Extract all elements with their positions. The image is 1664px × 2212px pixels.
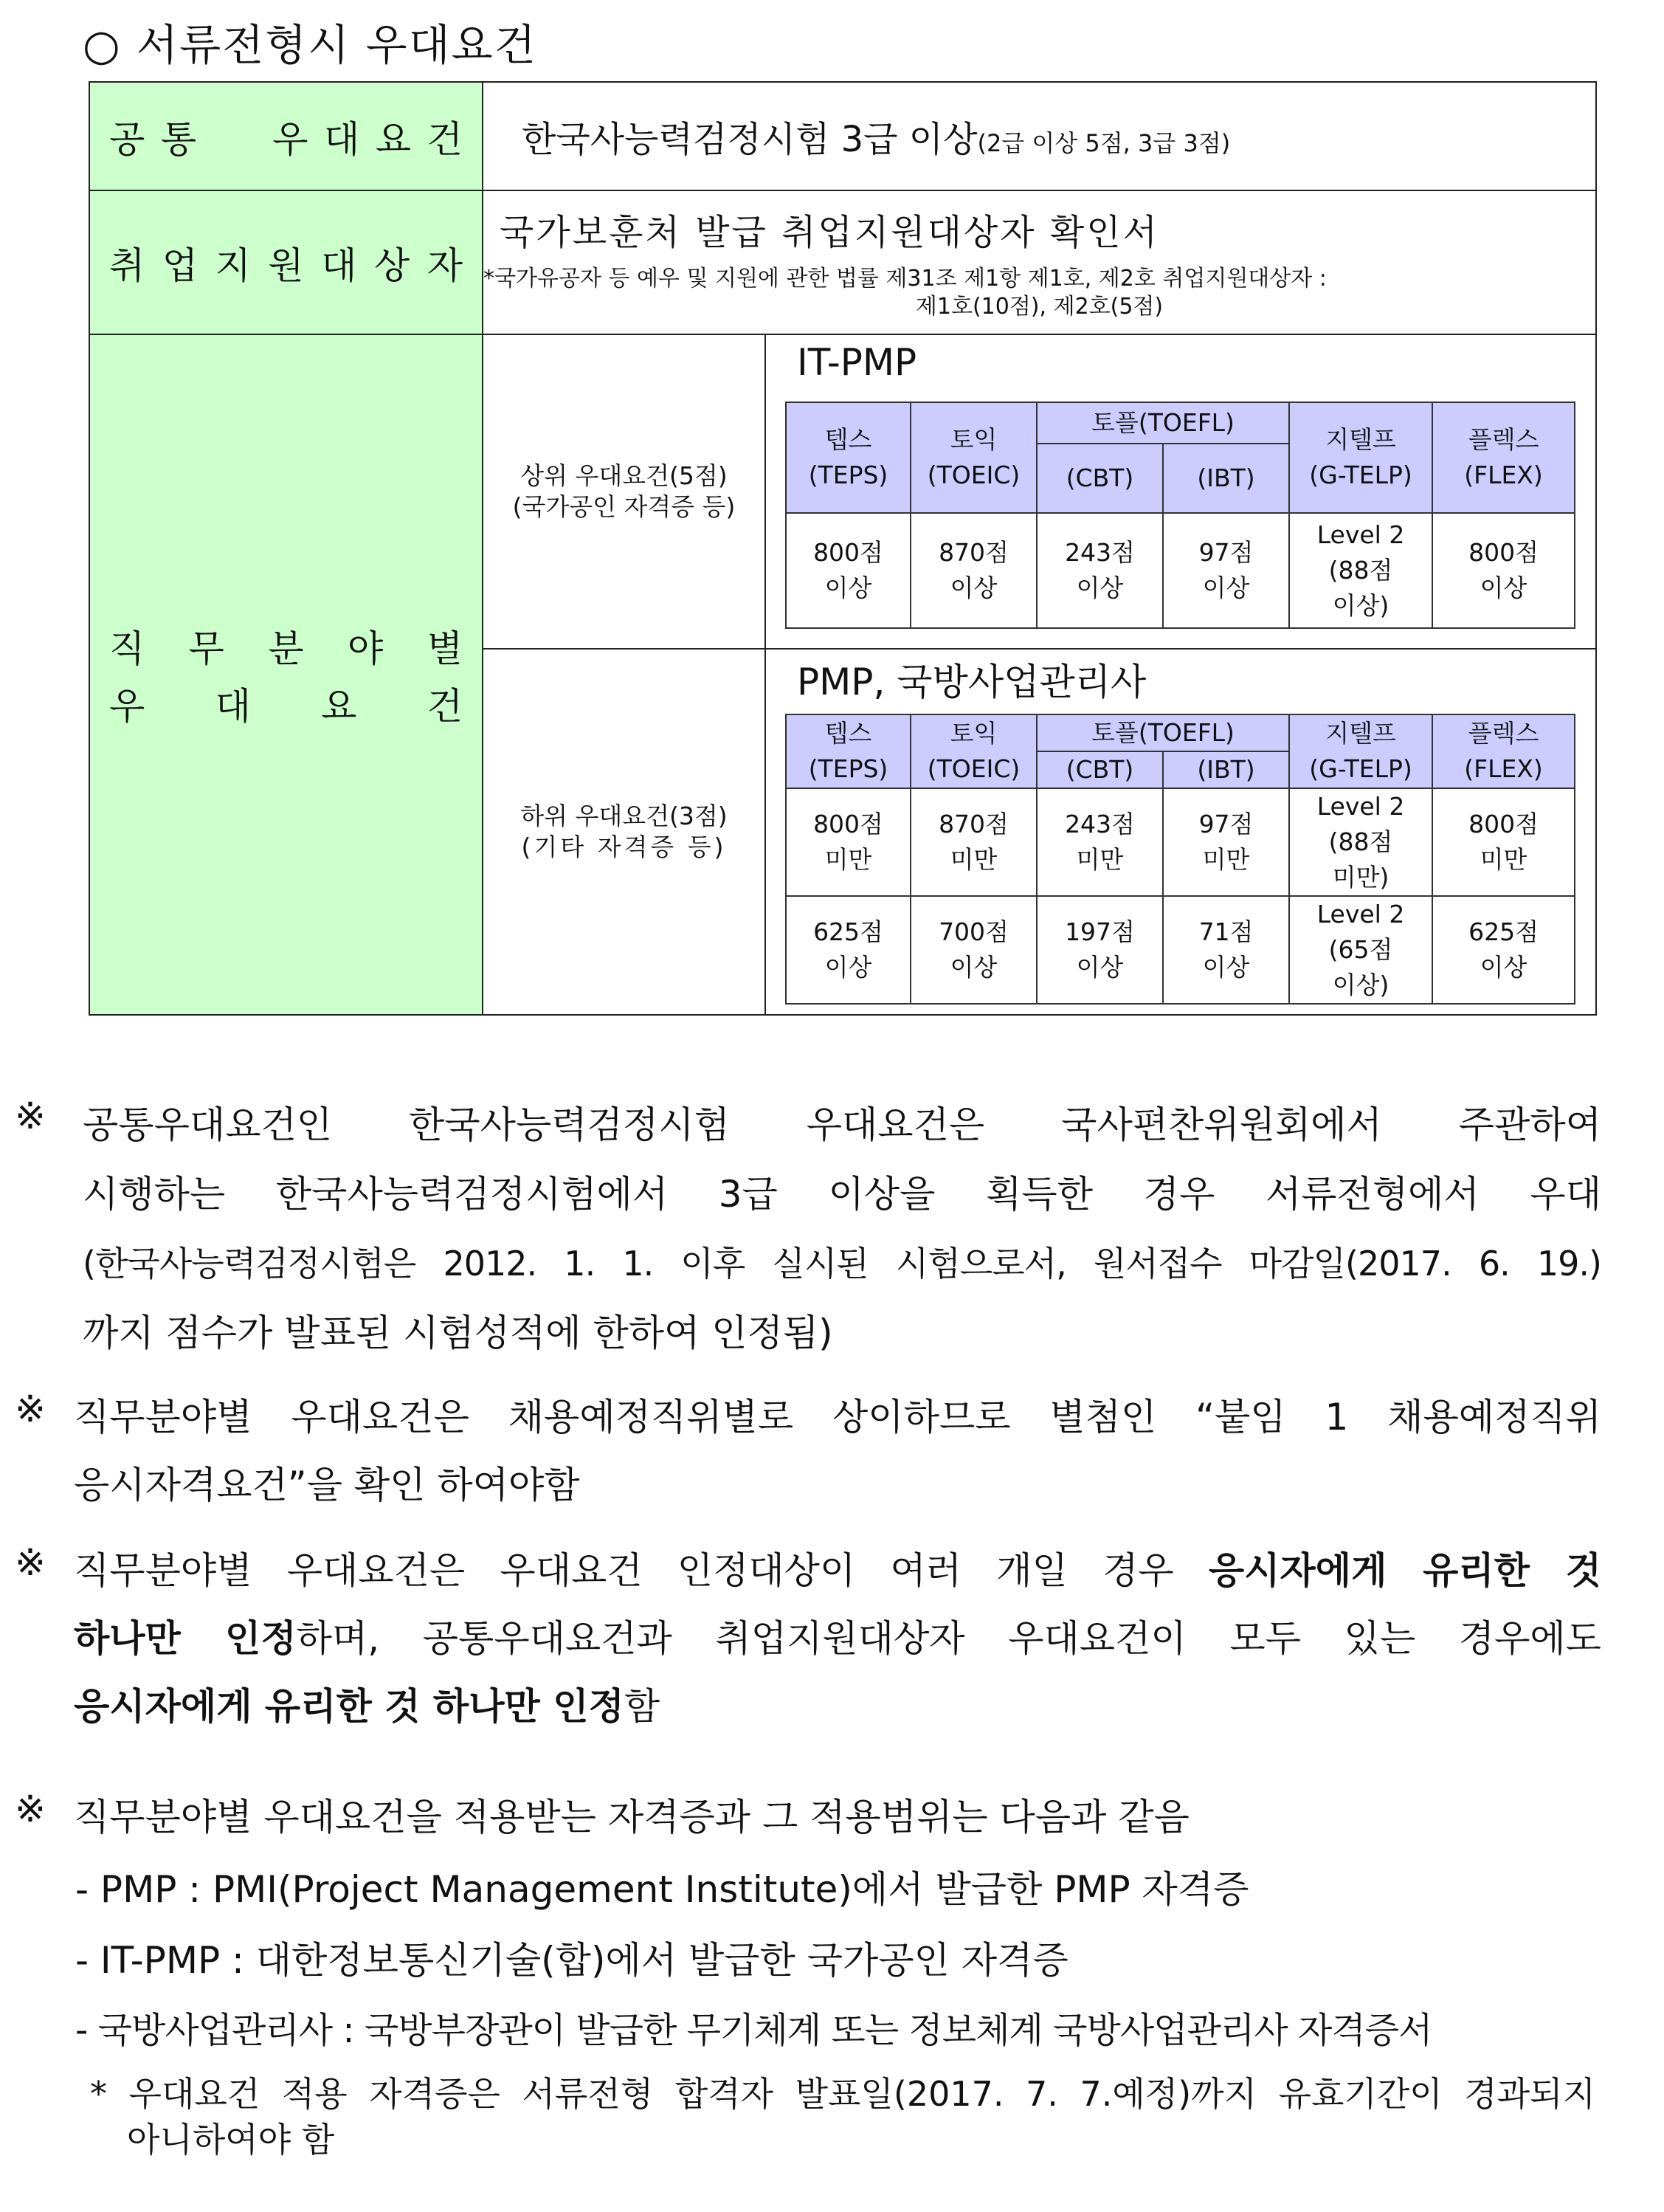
note-4: ※ 직무분야별 우대요건을 적용받는 자격증과 그 적용범위는 다음과 같음 <box>15 1783 1601 1851</box>
cert-item-itpmp: - IT-PMP : 대한정보통신기술(합)에서 발급한 국가공인 자격증 <box>75 1939 1069 1982</box>
pmp-cell <box>765 649 1596 1015</box>
pmp-header-cbt: (CBT) <box>1037 751 1163 788</box>
lower-tier-label: 하위 우대요건(3점) (기타 자격증 등) <box>483 649 765 1015</box>
itpmp-header-flex: 플렉스 (FLEX) <box>1432 402 1575 513</box>
itpmp-cell <box>765 334 1596 649</box>
upper-tier-label: 상위 우대요건(5점) (국가공인 자격증 등) <box>483 334 765 649</box>
pmp-header-flex: 플렉스 (FLEX) <box>1432 714 1575 788</box>
common-value: 한국사능력검정시험 3급 이상(2급 이상 5점, 3급 3점) <box>483 82 1596 190</box>
employment-label: 취 업 지 원 대 상 자 <box>89 190 483 334</box>
reference-mark: ※ <box>15 1541 46 1584</box>
pmp-header-ibt: (IBT) <box>1163 751 1289 788</box>
validity-note: * 우대요건 적용 자격증은 서류전형 합격자 발표일(2017. 7. 7.예정)까지 유효기간이 경과되지 아니하여야 함 <box>90 2074 1595 2160</box>
itpmp-header-teps: 텝스 (TEPS) <box>786 402 911 513</box>
section-title: ○ 서류전형시 우대요건 <box>83 20 537 70</box>
common-label: 공 통 우 대 요 건 <box>89 82 483 190</box>
itpmp-title: IT-PMP <box>797 341 917 384</box>
pmp-score-table <box>785 714 1575 1005</box>
reference-mark: ※ <box>15 1788 46 1830</box>
pmp-row-over: 625점 이상 700점 이상 197점 이상 71점 이상 Level 2 (65점 이상) 625점 이상 <box>786 896 1575 1004</box>
reference-mark: ※ <box>15 1095 46 1137</box>
pmp-header-toefl: 토플(TOEFL) <box>1037 714 1289 751</box>
note-1: ※ 공통우대요건인 한국사능력검정시험 우대요건은 국사편찬위원회에서 주관하여 시행하는 한국사능력검정시험에서 3급 이상을 획득한 경우 서류전형에서 우대 (한국사능력검정시험은 2012. 1. 1. 이후 실시된 시험으로서, 원서접수 마감일(2017. 6. 19.) 까지 점수가 발표된 시험성적에 한하여 인정됨) <box>15 1090 1601 1368</box>
pmp-header-gtelp: 지텔프 (G-TELP) <box>1289 714 1432 788</box>
itpmp-header-cbt: (CBT) <box>1037 444 1163 513</box>
itpmp-header-ibt: (IBT) <box>1163 444 1289 513</box>
note-2: ※ 직무분야별 우대요건은 채용예정직위별로 상이하므로 별첨인 “붙임 1 채용예정직위 응시자격요건”을 확인 하여야함 <box>15 1383 1601 1519</box>
reference-mark: ※ <box>15 1388 46 1430</box>
note-3: ※ 직무분야별 우대요건은 우대요건 인정대상이 여러 개일 경우 응시자에게 유리한 것 하나만 인정하며, 공통우대요건과 취업지원대상자 우대요건이 모두 있는 경우에도 응시자에게 유리한 것 하나만 인정함 <box>15 1537 1601 1740</box>
preference-table <box>89 81 1597 1016</box>
pmp-header-toeic: 토익 (TOEIC) <box>911 714 1037 788</box>
itpmp-header-gtelp: 지텔프 (G-TELP) <box>1289 402 1432 513</box>
pmp-header-teps: 텝스 (TEPS) <box>786 714 911 788</box>
itpmp-row: 800점 이상 870점 이상 243점 이상 97점 이상 Level 2 (88점 이상) 800점 이상 <box>786 513 1575 628</box>
cert-item-pmp: - PMP : PMI(Project Management Institute)에서 발급한 PMP 자격증 <box>75 1868 1249 1911</box>
itpmp-header-toefl: 토플(TOEFL) <box>1037 402 1289 444</box>
employment-value: 국가보훈처 발급 취업지원대상자 확인서 *국가유공자 등 예우 및 지원에 관한 법률 제31조 제1항 제1호, 제2호 취업지원대상자 : 제1호(10점), 제2호(5점) <box>483 190 1596 334</box>
cert-item-defense: - 국방사업관리사 : 국방부장관이 발급한 무기체계 또는 정보체계 국방사업관리사 자격증서 <box>75 2010 1432 2051</box>
pmp-title: PMP, 국방사업관리사 <box>797 661 1147 703</box>
pmp-row-under: 800점 미만 870점 미만 243점 미만 97점 미만 Level 2 (88점 미만) 800점 미만 <box>786 788 1575 896</box>
job-label: 직 무 분 야 별 우 대 요 건 <box>89 334 483 1015</box>
itpmp-header-toeic: 토익 (TOEIC) <box>911 402 1037 513</box>
itpmp-score-table <box>785 402 1575 629</box>
